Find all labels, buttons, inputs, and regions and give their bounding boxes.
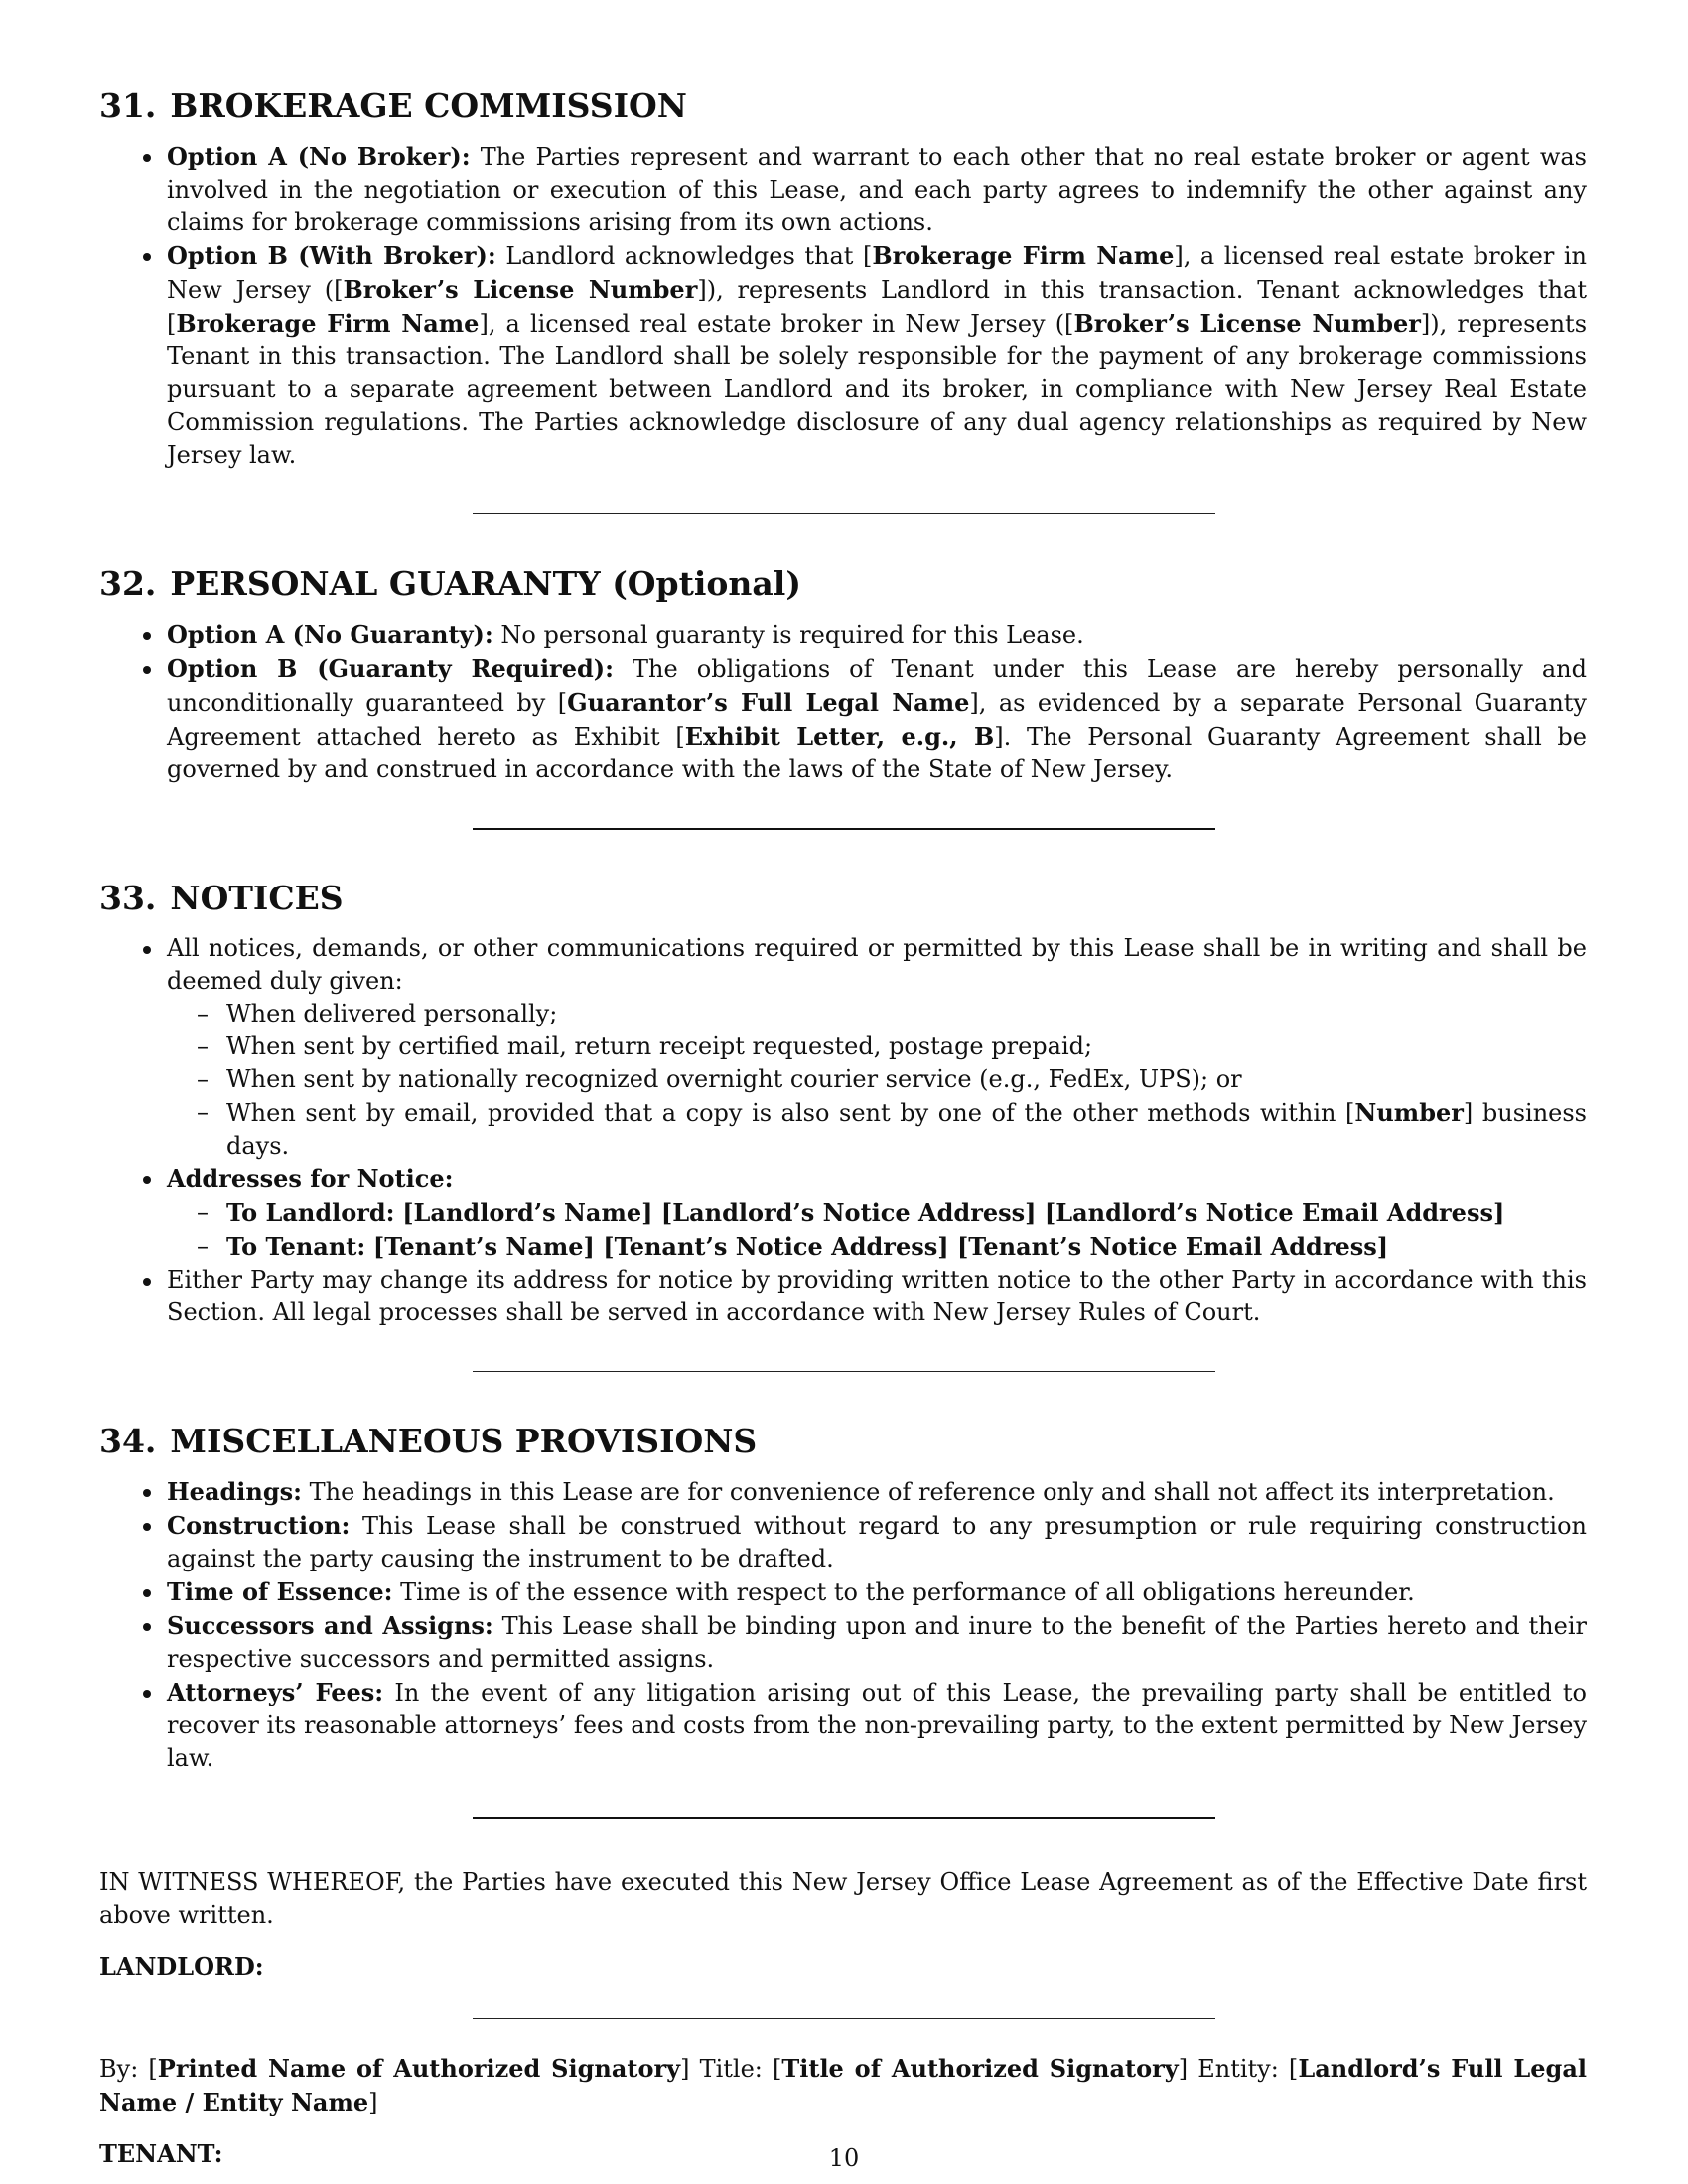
option-text: ]), represents Tenant in this transaction. The Landlord shall be solely responsible for the payment of any brokerage commissions pursuant to a separate agreement between Landlord and its broker, in compliance with New Jersey Real Estate Commission regulations. The Parties acknowledge disclosure of any dual agency relationships as required by New Jersey law. [167, 310, 1588, 470]
option-text: The obligations of Tenant under this Lease are hereby personally and unconditionally guaranteed by [ [167, 654, 1587, 717]
provision-text: In the event of any litigation arising out of this Lease, the prevailing party shall be entitled to recover its reasonable attorneys’ fees and costs from the non-prevailing party, to the extent permitted by New Jersey law. [167, 1679, 1588, 1772]
section-title: PERSONAL GUARANTY (Optional) [170, 564, 801, 604]
section-number: 31. [99, 86, 157, 125]
delivery-method-list [167, 998, 1587, 1162]
signature-text: By: [ [99, 2055, 158, 2083]
landlord-heading: LANDLORD: [99, 1952, 264, 1980]
option-text: ], a licensed real estate broker in New Jersey ([ [167, 242, 1588, 305]
placeholder-field: Landlord’s Full Legal Name / Entity Name [99, 2054, 1588, 2116]
signature-block [99, 2052, 1587, 2119]
section-heading [99, 85, 1587, 126]
placeholder-field: [Landlord’s Name] [Landlord’s Notice Address] [Landlord’s Notice Email Address] [402, 1197, 1505, 1227]
list-item: Either Party may change its address for notice by providing written notice to the other Party in accordance with this Section. All legal processes shall be served in accordance with New Jersey Rules of Court. [167, 1264, 1587, 1329]
section-heading [99, 563, 1587, 604]
placeholder-field: Exhibit Letter, e.g., B [684, 721, 995, 751]
list-item [226, 1230, 1587, 1264]
provision-text: This Lease shall be construed without regard to any presumption or rule requiring construction against the party causing the instrument to be drafted. [167, 1512, 1587, 1572]
signature-line [99, 1982, 1587, 2052]
section-number: 32. [99, 564, 157, 604]
list-item [167, 1575, 1587, 1609]
placeholder-field: Number [1354, 1097, 1464, 1127]
list-item [226, 1196, 1587, 1230]
option-list [99, 140, 1587, 472]
list-item [167, 1509, 1587, 1575]
notice-list [99, 932, 1587, 1329]
provision-text: This Lease shall be binding upon and inure to the benefit of the Parties hereto and their respective successors and permitted assigns. [167, 1612, 1587, 1673]
section-number: 33. [99, 878, 157, 917]
tenant-heading: TENANT: [99, 2139, 223, 2168]
option-label: Option B (With Broker): [167, 241, 496, 271]
notice-intro: All notices, demands, or other communications required or permitted by this Lease shall be in writing and shall be deemed duly given: [167, 933, 1587, 995]
section-heading [99, 1421, 1587, 1461]
option-text: The Parties represent and warrant to each other that no real estate broker or agent was involved in the negotiation or execution of this Lease, and each party agrees to indemnify the other against any claims for brokerage commissions arising from its own actions. [167, 143, 1587, 237]
witness-clause: IN WITNESS WHEREOF, the Parties have executed this New Jersey Office Lease Agreement as of the Effective Date first above written. [99, 1868, 1587, 1929]
option-text: Landlord acknowledges that [ [505, 242, 873, 271]
list-item: – When sent by certified mail, return receipt requested, postage prepaid; [226, 1030, 1587, 1063]
addresses-label: Addresses for Notice: [167, 1163, 454, 1193]
placeholder-field: Broker’s License Number [1073, 309, 1421, 339]
placeholder-field: Title of Authorized Signatory [781, 2054, 1179, 2083]
provision-list [99, 1475, 1587, 1775]
list-item [226, 1096, 1587, 1162]
list-item [167, 140, 1587, 239]
section-divider [99, 1329, 1587, 1421]
section-personal-guaranty [99, 563, 1587, 785]
signature-text: ] [368, 2089, 378, 2116]
page-number: 10 [828, 2144, 860, 2172]
address-list [167, 1196, 1587, 1264]
provision-text: Time is of the essence with respect to the performance of all obligations hereunder. [400, 1578, 1415, 1606]
placeholder-field: [Tenant’s Name] [Tenant’s Notice Address] [Tenant’s Notice Email Address] [372, 1231, 1389, 1261]
placeholder-field: Guarantor’s Full Legal Name [567, 687, 970, 717]
provision-label: Successors and Assigns: [167, 1611, 493, 1640]
section-miscellaneous-provisions [99, 1421, 1587, 1775]
section-notices [99, 878, 1587, 1329]
list-item [167, 1162, 1587, 1264]
method-text: When sent by email, provided that a copy is also sent by one of the other methods within [ [226, 1098, 1355, 1127]
placeholder-field: Brokerage Firm Name [872, 241, 1175, 271]
list-item: – When sent by nationally recognized overnight courier service (e.g., FedEx, UPS); or [226, 1063, 1587, 1096]
option-text: ], a licensed real estate broker in New Jersey ([ [479, 310, 1074, 339]
option-label: Option A (No Guaranty): [167, 619, 493, 649]
section-title: BROKERAGE COMMISSION [170, 86, 687, 125]
section-divider [99, 1775, 1587, 1866]
section-divider [99, 786, 1587, 878]
document-page [99, 85, 1587, 2170]
provision-text: The headings in this Lease are for convenience of reference only and shall not affect its interpretation. [309, 1478, 1555, 1506]
signature-text: ] Entity: [ [1178, 2055, 1299, 2083]
provision-label: Time of Essence: [167, 1577, 393, 1606]
option-text: No personal guaranty is required for this Lease. [500, 620, 1084, 649]
section-title: MISCELLANEOUS PROVISIONS [170, 1421, 758, 1460]
list-item [167, 1609, 1587, 1676]
provision-label: Attorneys’ Fees: [167, 1678, 384, 1706]
option-list [99, 618, 1587, 786]
list-item [167, 1676, 1587, 1775]
option-label: Option B (Guaranty Required): [167, 653, 614, 683]
provision-label: Headings: [167, 1477, 302, 1506]
list-item [167, 1475, 1587, 1509]
list-item [167, 932, 1587, 1162]
address-label: To Tenant: [226, 1231, 366, 1261]
signature-text: ] Title: [ [680, 2055, 782, 2083]
section-number: 34. [99, 1421, 157, 1460]
placeholder-field: Broker’s License Number [343, 275, 698, 305]
option-text: ]. The Personal Guaranty Agreement shall be governed by and construed in accordance with the laws of the State of New Jersey. [167, 722, 1587, 783]
option-text: ], as evidenced by a separate Personal Guaranty Agreement attached hereto as Exhibit [ [167, 688, 1587, 751]
section-divider [99, 472, 1587, 563]
list-item [167, 239, 1587, 472]
placeholder-field: Printed Name of Authorized Signatory [157, 2054, 681, 2083]
list-item: – When delivered personally; [226, 998, 1587, 1030]
option-label: Option A (No Broker): [167, 142, 471, 172]
section-brokerage-commission [99, 85, 1587, 472]
method-text: ] business days. [226, 1098, 1587, 1160]
address-label: To Landlord: [226, 1197, 395, 1227]
list-item [167, 618, 1587, 652]
list-item [167, 652, 1587, 786]
provision-label: Construction: [167, 1511, 351, 1540]
option-text: ]), represents Landlord in this transaction. Tenant acknowledges that [ [167, 276, 1587, 339]
placeholder-field: Brokerage Firm Name [176, 309, 480, 339]
section-heading [99, 878, 1587, 918]
section-title: NOTICES [170, 878, 344, 917]
